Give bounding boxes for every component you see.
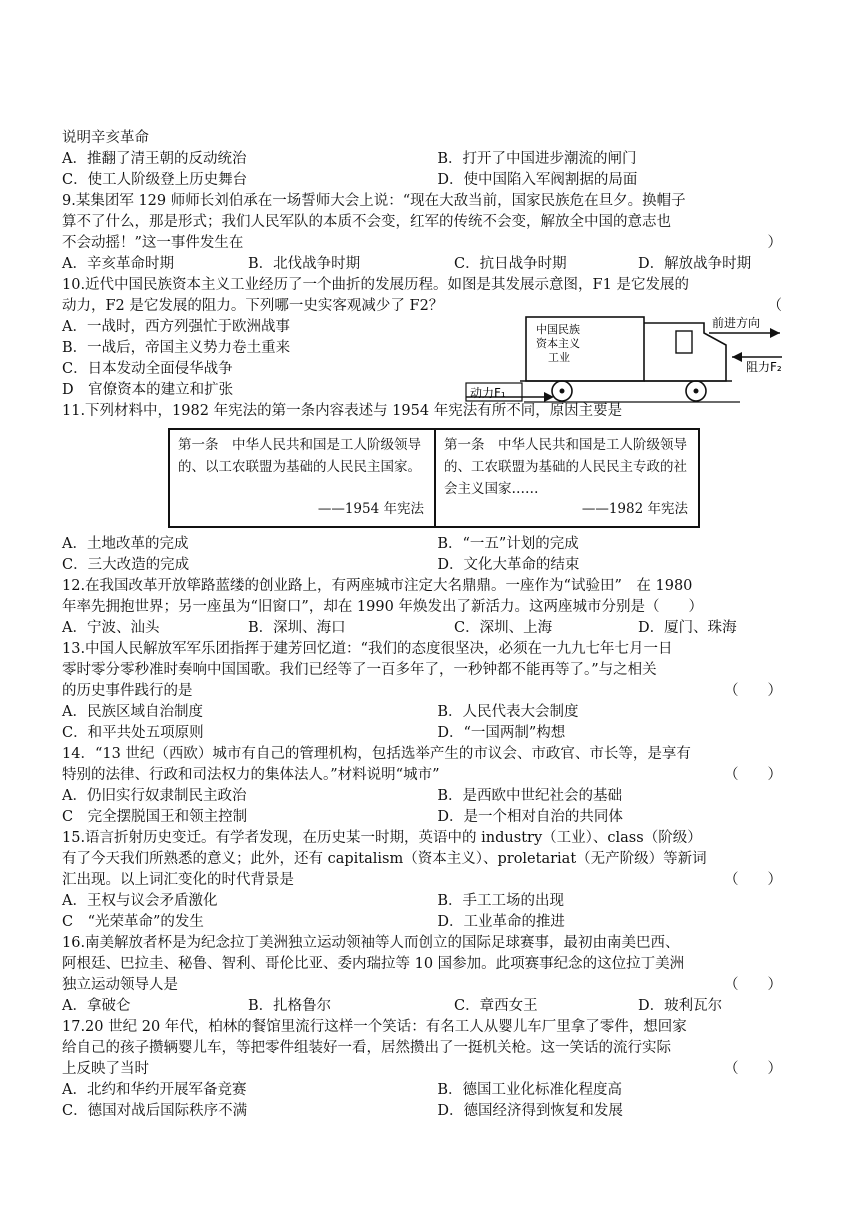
q8-options-row2 xyxy=(62,170,782,191)
q17-stem-line1: 17.20 世纪 20 年代，柏林的餐馆里流行这样一个笑话：有名工人从婴儿车厂里拿了零件，想回家 xyxy=(62,1019,687,1035)
q12-option-c[interactable]: C．深圳、上海 xyxy=(454,620,553,636)
q8-option-d[interactable]: D．使中国陷入军阀割据的局面 xyxy=(437,172,638,188)
q8-option-b[interactable]: B．打开了中国进步潮流的闸门 xyxy=(437,151,637,167)
truck-front-hub xyxy=(694,389,699,394)
q17-stem-line2: 给自己的孩子攒辆婴儿车，等把零件组装好一看，居然攒出了一挺机关枪。这一笑话的流行实际 xyxy=(62,1040,671,1056)
q16-answer-paren: （ ） xyxy=(724,977,782,993)
q16-option-b[interactable]: B．扎格鲁尔 xyxy=(248,998,332,1014)
q15-stem-line1: 15.语言折射历史变迁。有学者发现，在历史某一时期，英语中的 industry（工业）、class（阶级） xyxy=(62,830,702,846)
q9-answer-paren: ） xyxy=(767,235,782,251)
q17-option-b[interactable]: B．德国工业化标准化程度高 xyxy=(437,1082,622,1098)
forward-direction-label: 前进方向 xyxy=(712,316,761,330)
q11-options-row2 xyxy=(62,555,782,576)
q15-stem-text: 汇出现。以上词汇变化的时代背景是 xyxy=(62,872,294,888)
q11-1982-text: 第一条 中华人民共和国是工人阶级领导的、工农联盟为基础的人民民主专政的社会主义国家…… xyxy=(444,437,687,497)
q8-stem-tail: 说明辛亥革命 xyxy=(62,130,149,146)
q16-stem-text: 独立运动领导人是 xyxy=(62,977,178,993)
q15-stem-line3 xyxy=(62,870,782,891)
q12-option-d[interactable]: D．厦门、珠海 xyxy=(638,620,737,636)
q9-option-a[interactable]: A．辛亥革命时期 xyxy=(62,256,174,272)
q11-option-a[interactable]: A．土地改革的完成 xyxy=(62,536,189,552)
q11-stem: 11.下列材料中，1982 年宪法的第一条内容表述与 1954 年宪法有所不同，原因主要是 xyxy=(62,403,623,419)
q10-option-b[interactable]: B．一战后，帝国主义势力卷土重来 xyxy=(62,340,291,356)
q17-option-a[interactable]: A．北约和华约开展军备竞赛 xyxy=(62,1082,247,1098)
q8-option-c[interactable]: C．使工人阶级登上历史舞台 xyxy=(62,172,248,188)
q16-option-d[interactable]: D．玻利瓦尔 xyxy=(638,998,723,1014)
q11-constitution-table xyxy=(168,428,700,528)
truck-window xyxy=(676,331,692,353)
q9-options xyxy=(62,254,782,275)
q11-options-row1 xyxy=(62,534,782,555)
q15-option-b[interactable]: B．手工工场的出现 xyxy=(437,893,564,909)
q14-options-row1 xyxy=(62,786,782,807)
q17-options-row1 xyxy=(62,1080,782,1101)
q15-answer-paren: （ ） xyxy=(724,872,782,888)
exam-page xyxy=(62,128,782,1122)
q16-stem-line1: 16.南美解放者杯是为纪念拉丁美洲独立运动领袖等人而创立的国际足球赛事，最初由南美巴西、 xyxy=(62,935,680,951)
q10-option-d[interactable]: D 官僚资本的建立和扩张 xyxy=(62,382,234,398)
q11-1954-source: ——1954 年宪法 xyxy=(317,501,424,517)
q17-answer-paren: （ ） xyxy=(724,1061,782,1077)
q9-stem-line3 xyxy=(62,233,782,254)
q15-stem-line2: 有了今天我们所熟悉的意义；此外，还有 capitalism（资本主义）、proletariat（无产阶级）等新词 xyxy=(62,851,707,867)
q12-stem-line1: 12.在我国改革开放筚路蓝缕的创业路上，有两座城市注定大名鼎鼎。一座作为“试验田” 在 1980 xyxy=(62,578,693,594)
truck-cab xyxy=(644,323,726,381)
truck-label-line3: 工业 xyxy=(548,351,570,364)
q12-option-b[interactable]: B．深圳、海口 xyxy=(248,620,346,636)
q13-answer-paren: （ ） xyxy=(724,683,782,699)
q13-option-c[interactable]: C．和平共处五项原则 xyxy=(62,725,204,741)
q15-options-row1 xyxy=(62,891,782,912)
q9-option-c[interactable]: C．抗日战争时期 xyxy=(454,256,567,272)
forward-arrowhead xyxy=(770,328,780,338)
q12-stem-line2: 年率先拥抱世界；另一座虽为“旧窗口”，却在 1990 年焕发出了新活力。这两座城市分别是（ ） xyxy=(62,599,703,615)
q16-option-c[interactable]: C．章西女王 xyxy=(454,998,538,1014)
q14-answer-paren: （ ） xyxy=(724,767,782,783)
q17-stem-line3 xyxy=(62,1059,782,1080)
q14-option-b[interactable]: B．是西欧中世纪社会的基础 xyxy=(437,788,622,804)
q9-stem-text: 不会动摇！”这一事件发生在 xyxy=(62,235,244,251)
q11-option-c[interactable]: C．三大改造的完成 xyxy=(62,557,190,573)
q9-stem-line2: 算不了什么，那是形式；我们人民军队的本质不会变，红军的传统不会变，解放全中国的意志也 xyxy=(62,214,671,230)
q13-stem-line1: 13.中国人民解放军军乐团指挥于建芳回忆道：“我们的态度很坚决，必须在一九九七年七月一日 xyxy=(62,641,673,657)
q13-option-a[interactable]: A．民族区域自治制度 xyxy=(62,704,203,720)
q16-stem-line3 xyxy=(62,975,782,996)
q11-cell-1954 xyxy=(170,430,434,526)
q8-options-row1 xyxy=(62,149,782,170)
truck-label-line2: 资本主义 xyxy=(536,337,580,350)
q14-stem-line1: 14．“13 世纪（西欧）城市有自己的管理机构，包括选举产生的市议会、市政官、市长等，是享有 xyxy=(62,746,691,762)
q11-cell-1982 xyxy=(434,430,698,526)
q10-stem-text: 动力，F2 是它发展的阻力。下列哪一史实客观减少了 F2？ xyxy=(62,298,444,314)
q11-1954-text: 第一条 中华人民共和国是工人阶级领导的、以工农联盟为基础的人民民主国家。 xyxy=(178,437,421,475)
q13-option-d[interactable]: D．“一国两制”构想 xyxy=(437,725,566,741)
q13-options-row1 xyxy=(62,702,782,723)
q17-option-d[interactable]: D．德国经济得到恢复和发展 xyxy=(437,1103,623,1119)
q10-body xyxy=(62,317,782,401)
truck-label-line1: 中国民族 xyxy=(536,323,580,336)
f1-label: 动力F₁ xyxy=(470,386,506,400)
q13-stem-text: 的历史事件践行的是 xyxy=(62,683,193,699)
q11-option-d[interactable]: D．文化大革命的结束 xyxy=(437,557,580,573)
q8-option-a[interactable]: A．推翻了清王朝的反动统治 xyxy=(62,151,247,167)
q9-option-d[interactable]: D．解放战争时期 xyxy=(638,256,752,272)
q14-options-row2 xyxy=(62,807,782,828)
q15-option-d[interactable]: D．工业革命的推进 xyxy=(437,914,565,930)
q17-option-c[interactable]: C．德国对战后国际秩序不满 xyxy=(62,1103,248,1119)
q14-stem-line2 xyxy=(62,765,782,786)
q9-stem-line1: 9.某集团军 129 师师长刘伯承在一场誓师大会上说：“现在大敌当前，国家民族危在旦夕。换帽子 xyxy=(62,193,686,209)
q15-options-row2 xyxy=(62,912,782,933)
q12-options xyxy=(62,618,782,639)
f2-arrowhead xyxy=(732,352,742,362)
q10-answer-paren: （ xyxy=(767,298,782,314)
q16-options xyxy=(62,996,782,1017)
q13-option-b[interactable]: B．人民代表大会制度 xyxy=(437,704,579,720)
q10-option-c[interactable]: C．日本发动全面侵华战争 xyxy=(62,361,233,377)
q13-options-row2 xyxy=(62,723,782,744)
q10-option-a[interactable]: A．一战时，西方列强忙于欧洲战事 xyxy=(62,319,290,335)
q14-option-c[interactable]: C 完全摆脱国王和领主控制 xyxy=(62,809,248,825)
q16-stem-line2: 阿根廷、巴拉圭、秘鲁、智利、哥伦比亚、委内瑞拉等 10 国参加。此项赛事纪念的这位拉丁美洲 xyxy=(62,956,685,972)
q15-option-a[interactable]: A．王权与议会矛盾激化 xyxy=(62,893,218,909)
q14-option-d[interactable]: D．是一个相对自治的共同体 xyxy=(437,809,623,825)
q14-stem-text: 特别的法律、行政和司法权力的集体法人。”材料说明“城市” xyxy=(62,767,440,783)
q15-option-c[interactable]: C “光荣革命”的发生 xyxy=(62,914,204,930)
q13-stem-line2: 零时零分零秒准时奏响中国国歌。我们已经等了一百多年了，一秒钟都不能再等了。”与之相关 xyxy=(62,662,657,678)
q14-option-a[interactable]: A．仍旧实行奴隶制民主政治 xyxy=(62,788,247,804)
q10-force-diagram xyxy=(464,313,784,405)
q17-stem-text: 上反映了当时 xyxy=(62,1061,149,1077)
q10-options xyxy=(62,317,290,401)
q10-stem-line1: 10.近代中国民族资本主义工业经历了一个曲折的发展历程。如图是其发展示意图，F1 是它发展的 xyxy=(62,277,689,293)
truck-rear-hub xyxy=(560,389,565,394)
q11-1982-source: ——1982 年宪法 xyxy=(581,501,688,517)
q12-option-a[interactable]: A．宁波、汕头 xyxy=(62,620,160,636)
q17-options-row2 xyxy=(62,1101,782,1122)
q11-option-b[interactable]: B．“一五”计划的完成 xyxy=(437,536,579,552)
q9-option-b[interactable]: B．北伐战争时期 xyxy=(248,256,361,272)
f2-label: 阻力F₂ xyxy=(746,360,782,374)
q16-option-a[interactable]: A．拿破仑 xyxy=(62,998,131,1014)
q13-stem-line3 xyxy=(62,681,782,702)
